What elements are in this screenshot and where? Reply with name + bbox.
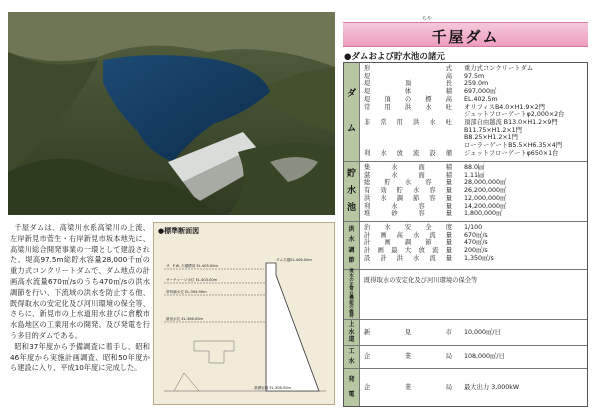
spec-group-label-char: 水 bbox=[349, 273, 354, 279]
description-paragraph: 昭和37年度から予備調査に着手し、昭和46年度から実施計画調査、昭和50年度から建設に入り、平成10年度に完成した。 bbox=[10, 341, 150, 373]
section-title: ●標準断面図 bbox=[158, 227, 200, 235]
spec-row-label: 堆砂容量 bbox=[364, 210, 452, 218]
spec-rows bbox=[360, 346, 587, 368]
spec-group-label-char: 道 bbox=[348, 336, 355, 344]
spec-group-label-char: 持 bbox=[349, 314, 354, 319]
spec-row-value: 1.11㎢ bbox=[464, 171, 485, 179]
spec-row-label: 計画調節量 bbox=[364, 239, 452, 247]
spec-rows bbox=[360, 320, 587, 345]
spec-row-value: 10,000㎥/日 bbox=[464, 328, 501, 336]
spec-row-label: 有効貯水容量 bbox=[364, 187, 452, 195]
spec-row-value: 1/100 bbox=[464, 224, 483, 231]
spec-row-label: 堤高 bbox=[364, 72, 452, 80]
spec-row bbox=[364, 329, 501, 337]
spec-row-value: 259.0m bbox=[464, 80, 489, 88]
spec-group bbox=[344, 320, 587, 346]
spec-row bbox=[364, 210, 584, 218]
spec-row-value: 重力式コンクリートダム bbox=[464, 65, 534, 72]
spec-group-label-char: 調 bbox=[348, 246, 355, 254]
spec-row bbox=[364, 88, 584, 96]
spec-group-label-char: 機 bbox=[349, 296, 354, 301]
spec-row-label: 設計洪水流量 bbox=[364, 254, 452, 262]
spec-group-label-char: 洪 bbox=[348, 225, 355, 233]
spec-row-label: 新見市 bbox=[364, 328, 452, 336]
spec-group-label-char: 水 bbox=[348, 357, 355, 365]
spec-row-value: 最大出力 3,000kW bbox=[464, 383, 520, 391]
spec-row-label: 堤体積 bbox=[364, 88, 452, 96]
spec-row-value: 1,800,000㎥ bbox=[464, 210, 503, 218]
spec-row-value: 12,000,000㎥ bbox=[464, 194, 507, 202]
spec-group-label bbox=[344, 369, 360, 406]
spec-row-value: 108,000㎥/日 bbox=[464, 353, 505, 361]
spec-group-label-char: 水 bbox=[346, 186, 356, 196]
standard-cross-section bbox=[153, 222, 335, 405]
spec-row-value: 1,350㎥/s bbox=[464, 254, 494, 262]
spec-row-value: ジェットフローゲートφ2,000×2台 bbox=[464, 111, 565, 119]
page-title: 千屋ダム bbox=[431, 28, 500, 46]
spec-group-label bbox=[344, 222, 360, 269]
spec-row-label: 企業局 bbox=[364, 353, 452, 361]
spec-group-label bbox=[344, 270, 360, 319]
spec-group-label-char: 節 bbox=[348, 257, 355, 265]
spec-row bbox=[364, 150, 584, 158]
spec-group-label-char: 流 bbox=[349, 269, 354, 274]
spec-row-label: 堤頂長 bbox=[364, 80, 452, 88]
spec-row-label: 堤頂の標高 bbox=[364, 95, 452, 103]
spec-row-value: 697,000㎥ bbox=[464, 88, 497, 96]
spec-group-label bbox=[344, 320, 360, 345]
section-label: ダム天端EL.406.00m bbox=[276, 258, 312, 262]
spec-row-value: 14,200,000㎥ bbox=[464, 202, 507, 210]
spec-row-value: B8.25×H1.2×1門 bbox=[464, 134, 518, 142]
spec-row-value: 200㎥/s bbox=[464, 247, 488, 255]
spec-group-label-char: 能 bbox=[349, 300, 354, 306]
spec-group-label-char: 上 bbox=[348, 320, 355, 328]
spec-row-label: 湛水面積 bbox=[364, 171, 452, 179]
spec-row-value: B11.75×H1.2×1門 bbox=[464, 126, 522, 134]
spec-group-label-char: 発 bbox=[348, 376, 355, 384]
title-banner bbox=[343, 22, 588, 47]
spec-row-value: 670㎥/s bbox=[464, 231, 488, 239]
spec-row bbox=[364, 134, 584, 142]
spec-row-label: 企業局 bbox=[364, 383, 452, 391]
spec-rows bbox=[360, 63, 587, 161]
spec-row bbox=[364, 80, 584, 88]
spec-group-label-char: な bbox=[349, 291, 354, 297]
spec-row-label: 利水放流設備 bbox=[364, 149, 452, 157]
spec-rows bbox=[360, 222, 587, 269]
spec-group-label-char: 常 bbox=[349, 287, 354, 292]
spec-row bbox=[364, 247, 584, 255]
spec-row bbox=[364, 353, 505, 361]
spec-group bbox=[344, 346, 587, 369]
spec-group-label-char: 工 bbox=[348, 348, 355, 356]
spec-row bbox=[364, 96, 584, 104]
spec-row-label: 計画最大放流量 bbox=[364, 247, 452, 255]
spec-row bbox=[364, 195, 584, 203]
spec-row bbox=[364, 384, 519, 392]
spec-row-value: 28,000,000㎥ bbox=[464, 179, 507, 187]
spec-row-label: 形式 bbox=[364, 65, 452, 72]
spec-row bbox=[364, 142, 584, 150]
spec-row-label: 非常用洪水吐 bbox=[364, 118, 452, 126]
spec-group-label-char: ダ bbox=[346, 88, 356, 99]
spec-group bbox=[344, 270, 587, 320]
spec-row-value: 頂部自由越流 B13.0×H1.2×9門 bbox=[464, 118, 558, 126]
spec-center-text: 既得取水の安定化及び河川環境の保全等 bbox=[364, 277, 478, 284]
spec-rows bbox=[360, 270, 587, 319]
spec-group-label-char: 貯 bbox=[346, 169, 356, 179]
spec-row bbox=[364, 179, 584, 187]
spec-group-label-char: 電 bbox=[348, 390, 355, 398]
spec-rows bbox=[360, 369, 587, 406]
section-label: 常時満水位 EL.394.90m bbox=[166, 290, 207, 294]
dam-aerial-photo bbox=[8, 12, 335, 215]
spec-group-label-char: 正 bbox=[349, 282, 354, 288]
spec-row-label: 総貯水容量 bbox=[364, 179, 452, 187]
section-label: サ．F.W. 天端標高 EL.405.00m bbox=[166, 264, 218, 268]
spec-row-value: ジェットフローゲートφ650×1台 bbox=[464, 149, 559, 157]
spec-row bbox=[364, 119, 584, 127]
spec-subhead: ●ダムおよび貯水池の諸元 bbox=[344, 52, 445, 62]
description-paragraph: 千屋ダムは、高梁川水系高梁川の上流、左岸新見市菅生・右岸新見市坂本地先に、高梁川総合開発事業の一環として建設された、堤高97.5m総貯水容量28,000千㎥の重力式コンクリートダムで、ダム地点の計画高水流量670㎥/sのうち470㎥/sの洪水調節を行い、下流域の洪水を防止する他、既得取水の安定化及び河川環境の保全等、さらに、新見市の上水道用水並びに倉敷市水島地区の工業用水の開発、及び発電を行う多目的ダムである。 bbox=[10, 223, 150, 340]
title-furigana: ちや bbox=[422, 16, 433, 22]
spec-group bbox=[344, 63, 587, 162]
spec-row bbox=[364, 164, 584, 172]
spec-row bbox=[364, 65, 584, 73]
spec-row-value: オリフィスB4.0×H1.9×2門 bbox=[464, 103, 545, 111]
spec-row-label: 計画高水流量 bbox=[364, 231, 452, 239]
spec-row-label: 常用洪水吐 bbox=[364, 103, 452, 111]
spec-group-label-char: 水 bbox=[348, 328, 355, 336]
cross-section-diagram bbox=[154, 223, 336, 406]
spec-row-label: 利水容量 bbox=[364, 202, 452, 210]
spec-row bbox=[364, 224, 584, 232]
section-label: サーチャージ水位 EL.403.00m bbox=[166, 278, 218, 282]
spec-group-label bbox=[344, 162, 360, 221]
spec-group-label-char: 水 bbox=[348, 236, 355, 244]
spec-row bbox=[364, 239, 584, 247]
spec-row-value: 88.0㎢ bbox=[464, 164, 485, 171]
spec-row-label: 洪水調節容量 bbox=[364, 194, 452, 202]
spec-group bbox=[344, 162, 587, 222]
spec-rows bbox=[360, 162, 587, 221]
spec-row bbox=[364, 111, 584, 119]
spec-row-label: 治水安全度 bbox=[364, 224, 452, 231]
spec-group-label-char: の bbox=[349, 278, 354, 283]
section-label: 基礎岩盤 EL.308.50m bbox=[254, 386, 292, 390]
spec-row-value: 26,200,000㎥ bbox=[464, 187, 507, 195]
spec-row bbox=[364, 187, 584, 195]
spec-row-value: EL.402.5m bbox=[464, 95, 498, 103]
spec-row bbox=[364, 255, 584, 263]
spec-table bbox=[343, 62, 588, 407]
spec-row-value: 470㎥/s bbox=[464, 239, 488, 247]
spec-group bbox=[344, 222, 587, 270]
spec-group-label-char: 池 bbox=[346, 203, 356, 213]
dam-description bbox=[10, 223, 150, 374]
spec-group-label-char: の bbox=[349, 305, 354, 310]
spec-group-label bbox=[344, 63, 360, 161]
spec-row-value: 97.5m bbox=[464, 72, 485, 80]
spec-group-label-char: ム bbox=[346, 124, 356, 135]
spec-row-value: ローラーゲートB5.5×H6.35×4門 bbox=[464, 142, 563, 150]
spec-group-label-char: 維 bbox=[349, 309, 354, 315]
spec-group bbox=[344, 369, 587, 406]
section-label: 最低水位 EL.366.00m bbox=[166, 317, 204, 321]
spec-row-label: 集水面積 bbox=[364, 164, 452, 171]
spec-group-label bbox=[344, 346, 360, 368]
